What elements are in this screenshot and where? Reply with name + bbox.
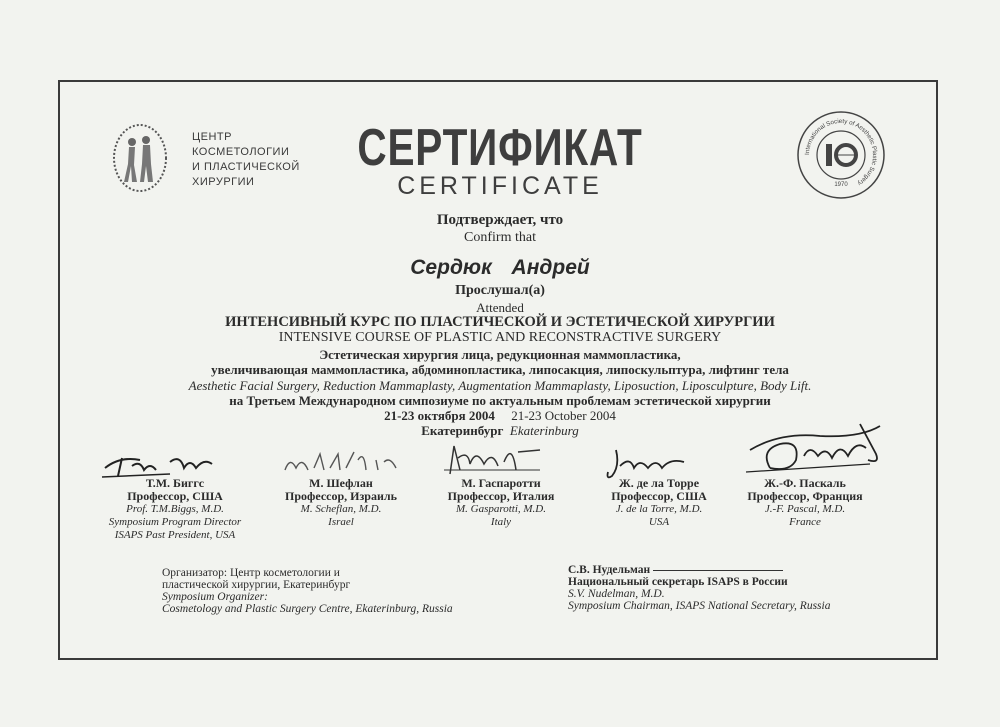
attended-ru: Прослушал(а): [455, 283, 545, 298]
event-ru: на Третьем Международном симпозиуме по актуальным проблемам эстетической хирургии: [229, 393, 771, 408]
city-ru: Екатеринбург: [421, 423, 504, 438]
signatory-country: Italy: [490, 516, 512, 528]
title-en: CERTIFICATE: [397, 172, 603, 200]
organization-line: ЦЕНТР: [192, 131, 232, 143]
title-ru: СЕРТИФИКАТ: [357, 119, 643, 177]
signatory-name: Ж.-Ф. Паскаль: [764, 476, 846, 490]
secretary-title: Национальный секретарь ISAPS в России: [568, 576, 788, 588]
signature-pascal: [740, 420, 890, 480]
signatory-scheflan: [266, 477, 416, 529]
signatory-country: USA: [648, 516, 670, 528]
signatory-name: М. Гаспаротти: [461, 476, 541, 490]
attended-en: Attended: [476, 300, 524, 315]
signature-line: [653, 570, 783, 571]
national-secretary: [568, 564, 830, 612]
organizer-ru: пластической хирургии, Екатеринбург: [162, 579, 351, 591]
organizer-en: Symposium Organizer:: [162, 591, 268, 603]
date-ru: 21-23 октября 2004: [384, 408, 495, 423]
course-topics-ru-1: Эстетическая хирургия лица, редукционная маммопластика,: [319, 347, 681, 362]
confirm-ru: Подтверждает, что: [436, 212, 564, 228]
signatory-name: Ж. де ла Торре: [618, 476, 700, 490]
signatory-country: Israel: [328, 516, 354, 528]
signatory-title: Профессор, США: [611, 489, 707, 503]
signature-gasparotti: [440, 440, 550, 478]
organization-line: КОСМЕТОЛОГИИ: [192, 146, 290, 158]
signatory-title: Профессор, Франция: [747, 489, 863, 503]
organization-line: И ПЛАСТИЧЕСКОЙ: [192, 161, 300, 173]
signatory-pascal: [730, 477, 880, 529]
symposium-organizer: [162, 567, 453, 615]
organizer-ru: Организатор: Центр косметологии и: [162, 567, 340, 579]
city-en: Ekaterinburg: [509, 423, 579, 438]
signatory-name-en: Prof. T.M.Biggs, M.D.: [126, 503, 224, 515]
signatory-name-en: M. Scheflan, M.D.: [300, 503, 382, 515]
signatory-title: Профессор, Италия: [447, 489, 555, 503]
course-topics-en: Aesthetic Facial Surgery, Reduction Mammaplasty, Augmentation Mammaplasty, Liposuction, Liposculpture, Body Lift.: [188, 378, 812, 393]
signatory-gasparotti: [426, 477, 576, 529]
secretary-name: [568, 564, 830, 576]
signatory-name-en: M. Gasparotti, M.D.: [455, 503, 547, 515]
secretary-name-en: S.V. Nudelman, M.D.: [568, 588, 665, 600]
seal-ring-text: International Society of Aesthetic Plastic Surgery: [803, 117, 879, 187]
signatory-name-en: J.-F. Pascal, M.D.: [764, 503, 846, 515]
signatory-role: Symposium Program Director: [108, 516, 242, 528]
course-title-ru: ИНТЕНСИВНЫЙ КУРС ПО ПЛАСТИЧЕСКОЙ И ЭСТЕТИЧЕСКОЙ ХИРУРГИИ: [225, 314, 775, 330]
signatory-title: Профессор, Израиль: [285, 489, 397, 503]
course-title-en: INTENSIVE COURSE OF PLASTIC AND RECONSTRACTIVE SURGERY: [278, 330, 722, 345]
organizer-en: Cosmetology and Plastic Surgery Centre, Ekaterinburg, Russia: [162, 603, 453, 615]
recipient-name: Сердюк Андрей: [410, 256, 590, 279]
signatory-title: Профессор, США: [127, 489, 223, 503]
signature-scheflan: [280, 448, 410, 478]
date-en: 21-23 October 2004: [511, 408, 616, 423]
course-topics-ru-2: увеличивающая маммопластика, абдоминопластика, липосакция, липоскульптура, лифтинг тела: [211, 362, 789, 377]
signatory-country: France: [789, 516, 821, 528]
signatory-de-la-torre: [584, 477, 734, 529]
organization-line: ХИРУРГИИ: [192, 176, 255, 188]
signatory-biggs: [100, 477, 250, 542]
signatory-role: ISAPS Past President, USA: [114, 529, 236, 541]
signatory-name-en: J. de la Torre, M.D.: [615, 503, 703, 515]
secretary-role-en: Symposium Chairman, ISAPS National Secretary, Russia: [568, 600, 831, 612]
seal-year: 1970: [834, 182, 848, 188]
signatory-name: М. Шефлан: [309, 476, 373, 490]
signatory-name: Т.М. Биггс: [145, 476, 205, 490]
confirm-en: Confirm that: [464, 230, 536, 245]
secretary-name-text: С.В. Нудельман: [568, 564, 651, 576]
